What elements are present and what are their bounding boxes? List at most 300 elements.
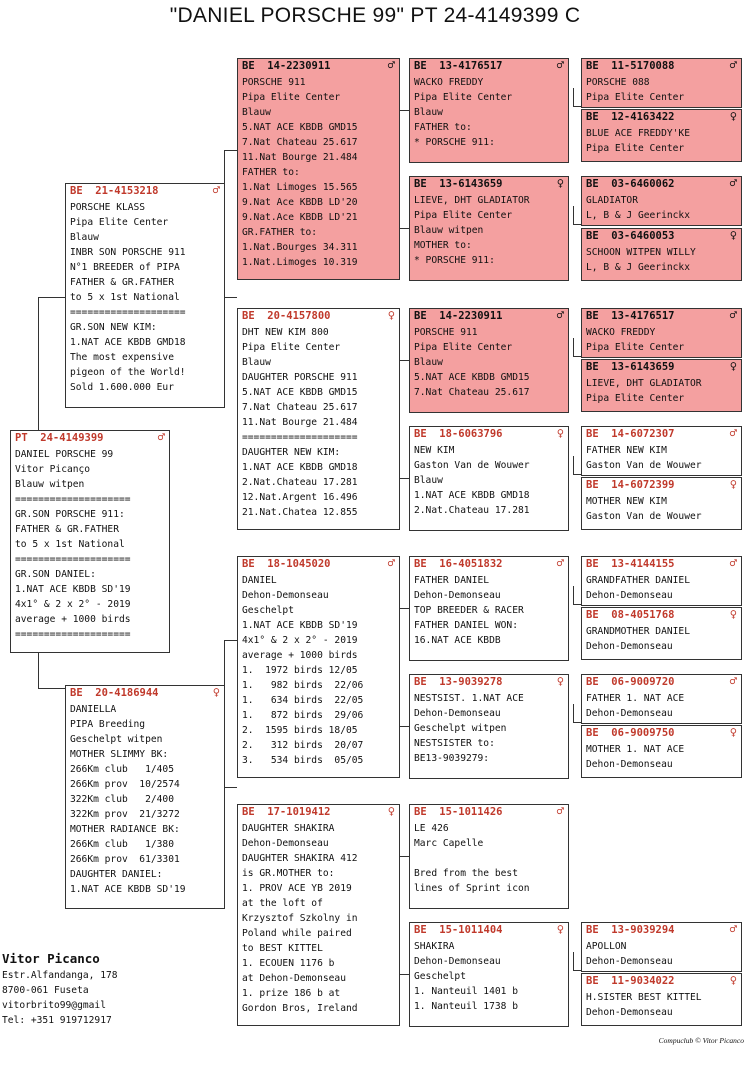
pigeon-info-line: WACKO FREDDY: [586, 327, 656, 338]
pigeon-card-body: [582, 493, 741, 524]
pigeon-card-body: [582, 74, 741, 105]
pigeon-info-line: 2.Nat.Chateau 17.281: [242, 477, 358, 488]
pigeon-card-subject: [10, 430, 170, 653]
pigeon-info-line: DHT NEW KIM 800: [242, 327, 329, 338]
pigeon-card-g4: [581, 228, 742, 281]
pigeon-info-line: Blauw: [70, 232, 99, 243]
pigeon-info-line: 2. 1595 birds 18/05: [242, 725, 358, 736]
connector-line: [224, 297, 237, 298]
pigeon-info-line: 266Km prov 10/2574: [70, 779, 180, 790]
pigeon-card-header: [410, 59, 568, 74]
pigeon-card-body: [410, 820, 568, 896]
pigeon-info-line: BE13-9039279:: [414, 753, 490, 764]
ring-number: BE 18-1045020: [242, 558, 331, 570]
pigeon-card-header: [238, 557, 399, 572]
female-symbol-icon: ♀: [556, 176, 564, 190]
pigeon-info-line: PORSCHE 911: [242, 77, 306, 88]
pigeon-info-line: Geschelpt: [414, 971, 466, 982]
pigeon-card-body: [11, 446, 169, 642]
ring-number: BE 18-6063796: [414, 428, 503, 440]
pigeon-card-body: [582, 125, 741, 156]
pigeon-card-body: [66, 701, 224, 897]
pigeon-card-g1: [581, 58, 742, 108]
pigeon-info-line: 1. 634 birds 22/05: [242, 695, 364, 706]
pigeon-info-line: Pipa Elite Center: [242, 342, 341, 353]
pigeon-info-line: 322Km club 2/400: [70, 794, 174, 805]
female-symbol-icon: ♀: [729, 973, 737, 987]
pigeon-info-line: FATHER NEW KIM: [586, 445, 667, 456]
pigeon-card-g5: [581, 308, 742, 358]
pigeon-info-line: GR.SON PORSCHE 911:: [15, 509, 125, 520]
male-symbol-icon: ♂: [556, 804, 564, 818]
pigeon-info-line: 3. 534 birds 05/05: [242, 755, 364, 766]
ring-number: BE 06-9009720: [586, 676, 675, 688]
pigeon-info-line: [414, 851, 568, 866]
pigeon-card-body: [238, 74, 399, 270]
pigeon-card-header: [582, 110, 741, 125]
pigeon-card-body: [582, 938, 741, 969]
ring-number: BE 03-6460062: [586, 178, 675, 190]
pigeon-info-line: FATHER DANIEL: [414, 575, 490, 586]
pigeon-card-header: [66, 686, 224, 701]
female-symbol-icon: ♀: [729, 359, 737, 373]
pigeon-card-body: [582, 690, 741, 721]
copyright-footer: Compuclub © Vitor Picanco: [658, 1036, 744, 1045]
pigeon-card-header: [582, 59, 741, 74]
pigeon-info-line: to 5 x 1st National: [70, 292, 180, 303]
pigeon-card-g7: [581, 426, 742, 476]
ring-number: BE 13-9039278: [414, 676, 503, 688]
pigeon-info-line: 12.Nat.Argent 16.496: [242, 492, 358, 503]
pigeon-info-line: MOTHER to:: [414, 240, 472, 251]
pigeon-card-header: [410, 923, 568, 938]
pigeon-card-header: [238, 805, 399, 820]
connector-line: [573, 722, 581, 723]
pigeon-info-line: Dehon-Demonseau: [586, 759, 673, 770]
pigeon-card-body: [238, 820, 399, 1016]
ring-number: BE 06-9009750: [586, 727, 675, 739]
pigeon-info-line: at the loft of: [242, 898, 323, 909]
pigeon-info-line: 2.Nat.Chateau 17.281: [414, 505, 530, 516]
pigeon-info-line: 7.Nat Chateau 25.617: [242, 137, 358, 148]
male-symbol-icon: ♂: [729, 308, 737, 322]
pigeon-card-body: [582, 375, 741, 406]
pigeon-card-sdd: [409, 426, 569, 531]
pigeon-info-line: Blauw: [242, 107, 271, 118]
male-symbol-icon: ♂: [387, 58, 395, 72]
pigeon-card-body: [410, 192, 568, 268]
pigeon-info-line: GRANDFATHER DANIEL: [586, 575, 690, 586]
male-symbol-icon: ♂: [729, 426, 737, 440]
pigeon-info-line: Geschelpt: [242, 605, 294, 616]
pigeon-info-line: The most expensive: [70, 352, 174, 363]
pigeon-card-body: [582, 572, 741, 603]
pigeon-info-line: 1.NAT ACE KBDB SD'19: [15, 584, 131, 595]
connector-line: [224, 150, 237, 151]
pigeon-info-line: 4x1° & 2 x 2° - 2019: [242, 635, 358, 646]
connector-line: [573, 952, 574, 970]
pigeon-info-line: Dehon-Demonseau: [414, 590, 501, 601]
pigeon-info-line: 1. PROV ACE YB 2019: [242, 883, 352, 894]
connector-line: [224, 787, 237, 788]
connector-line: [573, 704, 574, 722]
female-symbol-icon: ♀: [556, 426, 564, 440]
pigeon-info-line: Pipa Elite Center: [414, 342, 513, 353]
pigeon-info-line: PIPA Breeding: [70, 719, 146, 730]
female-symbol-icon: ♀: [387, 308, 395, 322]
male-symbol-icon: ♂: [157, 430, 165, 444]
pigeon-info-line: Dehon-Demonseau: [586, 956, 673, 967]
pigeon-card-dss: [409, 556, 569, 661]
pigeon-card-sire: [65, 183, 225, 408]
ring-number: BE 13-6143659: [414, 178, 503, 190]
connector-line: [573, 338, 574, 356]
pigeon-info-line: 266Km prov 61/3301: [70, 854, 180, 865]
male-symbol-icon: ♂: [729, 176, 737, 190]
pigeon-info-line: 1. Nanteuil 1401 b: [414, 986, 518, 997]
connector-line: [573, 604, 581, 605]
ring-number: BE 13-4176517: [586, 310, 675, 322]
pigeon-info-line: NEW KIM: [414, 445, 455, 456]
pigeon-info-line: NESTSISTER to:: [414, 738, 495, 749]
female-symbol-icon: ♀: [556, 674, 564, 688]
pigeon-info-line: ====================: [70, 307, 186, 318]
connector-line: [400, 974, 409, 975]
connector-line: [573, 88, 574, 106]
pigeon-card-header: [410, 309, 568, 324]
pigeon-card-g11: [581, 674, 742, 724]
pigeon-info-line: 1.NAT ACE KBDB SD'19: [70, 884, 186, 895]
pigeon-card-g6: [581, 359, 742, 412]
pigeon-info-line: 1. prize 186 b at: [242, 988, 341, 999]
pigeon-info-line: 11.Nat Bourge 21.484: [242, 152, 358, 163]
pigeon-info-line: Pipa Elite Center: [586, 393, 685, 404]
ring-number: BE 16-4051832: [414, 558, 503, 570]
pigeon-card-body: [66, 199, 224, 395]
ring-number: BE 13-9039294: [586, 924, 675, 936]
pigeon-info-line: Dehon-Demonseau: [414, 956, 501, 967]
pigeon-info-line: N°1 BREEDER of PIPA: [70, 262, 180, 273]
connector-line: [400, 228, 409, 229]
pigeon-info-line: DAUGHTER NEW KIM:: [242, 447, 341, 458]
male-symbol-icon: ♂: [556, 58, 564, 72]
pigeon-card-header: [582, 360, 741, 375]
pigeon-info-line: Dehon-Demonseau: [586, 590, 673, 601]
ring-number: BE 11-9034022: [586, 975, 675, 987]
pigeon-info-line: FATHER & GR.FATHER: [15, 524, 119, 535]
owner-address-line: Estr.Alfandanga, 178: [2, 970, 118, 981]
pigeon-card-header: [582, 229, 741, 244]
ring-number: BE 20-4157800: [242, 310, 331, 322]
pigeon-info-line: BLUE ACE FREDDY'KE: [586, 128, 690, 139]
pigeon-info-line: ====================: [15, 494, 131, 505]
pigeon-info-line: APOLLON: [586, 941, 627, 952]
female-symbol-icon: ♀: [729, 607, 737, 621]
pigeon-card-header: [582, 427, 741, 442]
pigeon-card-header: [238, 309, 399, 324]
pigeon-info-line: SCHOON WITPEN WILLY: [586, 247, 696, 258]
pigeon-info-line: L, B & J Geerinckx: [586, 210, 690, 221]
connector-line: [38, 688, 65, 689]
pigeon-card-sss: [409, 58, 569, 163]
pigeon-info-line: FATHER to:: [414, 122, 472, 133]
pigeon-card-body: [582, 741, 741, 772]
pigeon-card-body: [238, 324, 399, 520]
pigeon-info-line: MOTHER RADIANCE BK:: [70, 824, 180, 835]
pigeon-info-line: MOTHER SLIMMY BK:: [70, 749, 169, 760]
pigeon-info-line: to 5 x 1st National: [15, 539, 125, 550]
pigeon-info-line: Dehon-Demonseau: [586, 1007, 673, 1018]
pigeon-info-line: Marc Capelle: [414, 838, 484, 849]
connector-line: [573, 224, 581, 225]
ring-number: BE 13-6143659: [586, 361, 675, 373]
pigeon-info-line: Dehon-Demonseau: [586, 708, 673, 719]
connector-line: [573, 356, 581, 357]
pigeon-info-line: 266Km club 1/380: [70, 839, 174, 850]
pigeon-info-line: 1.Nat Limoges 15.565: [242, 182, 358, 193]
pigeon-info-line: DANIELLA: [70, 704, 117, 715]
pigeon-info-line: 1. 1972 birds 12/05: [242, 665, 358, 676]
pigeon-info-line: TOP BREEDER & RACER: [414, 605, 524, 616]
ring-number: BE 15-1011426: [414, 806, 503, 818]
pigeon-info-line: 9.Nat.Ace KBDB LD'21: [242, 212, 358, 223]
ring-number: BE 17-1019412: [242, 806, 331, 818]
pigeon-info-line: 1.NAT ACE KBDB SD'19: [242, 620, 358, 631]
connector-line: [573, 586, 574, 604]
pigeon-card-body: [582, 192, 741, 223]
pigeon-info-line: Dehon-Demonseau: [242, 590, 329, 601]
pigeon-info-line: Pipa Elite Center: [70, 217, 169, 228]
pigeon-card-body: [410, 690, 568, 766]
pigeon-info-line: 7.Nat Chateau 25.617: [414, 387, 530, 398]
pigeon-info-line: is GR.MOTHER to:: [242, 868, 335, 879]
pigeon-card-header: [410, 557, 568, 572]
pigeon-info-line: 5.NAT ACE KBDB GMD15: [414, 372, 530, 383]
pigeon-card-header: [410, 177, 568, 192]
pigeon-card-dds: [409, 804, 569, 909]
owner-phone: Tel: +351 919712917: [2, 1015, 112, 1026]
pigeon-info-line: pigeon of the World!: [70, 367, 186, 378]
pigeon-info-line: average + 1000 birds: [242, 650, 358, 661]
pigeon-info-line: 1. 982 birds 22/06: [242, 680, 364, 691]
pigeon-card-header: [582, 177, 741, 192]
pigeon-card-g8: [581, 477, 742, 530]
pigeon-info-line: 1. ECOUEN 1176 b: [242, 958, 335, 969]
pigeon-info-line: 9.Nat Ace KBDB LD'20: [242, 197, 358, 208]
ring-number: BE 21-4153218: [70, 185, 159, 197]
pigeon-info-line: Pipa Elite Center: [414, 92, 513, 103]
female-symbol-icon: ♀: [387, 804, 395, 818]
pigeon-card-header: [582, 608, 741, 623]
pigeon-card-header: [410, 427, 568, 442]
pigeon-info-line: 1.Nat.Bourges 34.311: [242, 242, 358, 253]
pigeon-card-body: [582, 324, 741, 355]
pigeon-info-line: LIEVE, DHT GLADIATOR: [414, 195, 530, 206]
pigeon-card-body: [238, 572, 399, 768]
male-symbol-icon: ♂: [729, 674, 737, 688]
ring-number: BE 14-2230911: [414, 310, 503, 322]
pigeon-info-line: Pipa Elite Center: [586, 143, 685, 154]
pigeon-info-line: Bred from the best: [414, 868, 518, 879]
male-symbol-icon: ♂: [387, 556, 395, 570]
pigeon-info-line: 1.NAT ACE KBDB GMD18: [70, 337, 186, 348]
pigeon-info-line: GLADIATOR: [586, 195, 638, 206]
connector-line: [400, 856, 409, 857]
connector-line: [400, 608, 409, 609]
male-symbol-icon: ♂: [729, 922, 737, 936]
pigeon-card-header: [582, 726, 741, 741]
pigeon-info-line: Pipa Elite Center: [242, 92, 341, 103]
pigeon-info-line: Gaston Van de Wouwer: [586, 511, 702, 522]
pigeon-info-line: 21.Nat.Chatea 12.855: [242, 507, 358, 518]
pigeon-card-g9: [581, 556, 742, 606]
pigeon-info-line: FATHER DANIEL WON:: [414, 620, 518, 631]
connector-line: [38, 653, 39, 688]
pigeon-info-line: GRANDMOTHER DANIEL: [586, 626, 690, 637]
pigeon-card-g12: [581, 725, 742, 778]
connector-line: [573, 206, 574, 224]
ring-number: BE 12-4163422: [586, 111, 675, 123]
pigeon-info-line: Vitor Picanço: [15, 464, 91, 475]
female-symbol-icon: ♀: [556, 922, 564, 936]
male-symbol-icon: ♂: [556, 308, 564, 322]
pigeon-card-body: [410, 938, 568, 1014]
pigeon-info-line: ====================: [242, 432, 358, 443]
ring-number: BE 14-2230911: [242, 60, 331, 72]
pigeon-info-line: * PORSCHE 911:: [414, 255, 495, 266]
pigeon-info-line: 2. 312 birds 20/07: [242, 740, 364, 751]
ring-number: BE 03-6460053: [586, 230, 675, 242]
pigeon-card-header: [582, 557, 741, 572]
pigeon-info-line: 322Km prov 21/3272: [70, 809, 180, 820]
pigeon-info-line: Blauw: [242, 357, 271, 368]
pigeon-card-sds: [409, 308, 569, 413]
pigeon-card-header: [582, 974, 741, 989]
pigeon-card-body: [410, 324, 568, 400]
male-symbol-icon: ♂: [729, 58, 737, 72]
page-title: "DANIEL PORSCHE 99" PT 24-4149399 C: [169, 4, 581, 27]
pigeon-info-line: average + 1000 birds: [15, 614, 131, 625]
pigeon-card-dam: [65, 685, 225, 909]
pigeon-card-g10: [581, 607, 742, 660]
pigeon-info-line: 16.NAT ACE KBDB: [414, 635, 501, 646]
pigeon-info-line: Dehon-Demonseau: [242, 838, 329, 849]
pigeon-card-header: [582, 923, 741, 938]
female-symbol-icon: ♀: [729, 477, 737, 491]
pigeon-info-line: DAUGHTER PORSCHE 911: [242, 372, 358, 383]
connector-line: [573, 474, 581, 475]
pigeon-info-line: MOTHER NEW KIM: [586, 496, 667, 507]
owner-block: [2, 950, 118, 1028]
connector-line: [38, 297, 65, 298]
pigeon-info-line: Blauw: [414, 357, 443, 368]
pigeon-card-header: [66, 184, 224, 199]
pigeon-info-line: PORSCHE 911: [414, 327, 478, 338]
pigeon-card-body: [410, 442, 568, 518]
pigeon-info-line: DANIEL: [242, 575, 277, 586]
pigeon-info-line: FATHER to:: [242, 167, 300, 178]
pigeon-card-dd: [237, 804, 400, 1026]
pigeon-info-line: Geschelpt witpen: [414, 723, 507, 734]
pigeon-info-line: ====================: [15, 629, 131, 640]
pigeon-card-header: [582, 478, 741, 493]
pigeon-info-line: 1. 872 birds 29/06: [242, 710, 364, 721]
pigeon-info-line: L, B & J Geerinckx: [586, 262, 690, 273]
connector-line: [400, 360, 409, 361]
ring-number: BE 15-1011404: [414, 924, 503, 936]
connector-line: [400, 726, 409, 727]
owner-name: Vitor Picanco: [2, 951, 100, 966]
pigeon-info-line: 1. Nanteuil 1738 b: [414, 1001, 518, 1012]
ring-number: BE 20-4186944: [70, 687, 159, 699]
pigeon-card-body: [410, 572, 568, 648]
pigeon-info-line: lines of Sprint icon: [414, 883, 530, 894]
pigeon-info-line: FATHER & GR.FATHER: [70, 277, 174, 288]
pigeon-info-line: Pipa Elite Center: [586, 92, 685, 103]
owner-email: vitorbrito99@gmail: [2, 1000, 106, 1011]
connector-line: [573, 970, 581, 971]
pigeon-info-line: GR.SON DANIEL:: [15, 569, 96, 580]
pigeon-info-line: Krzysztof Szkolny in: [242, 913, 358, 924]
ring-number: PT 24-4149399: [15, 432, 104, 444]
pigeon-info-line: DAUGHTER DANIEL:: [70, 869, 163, 880]
pigeon-card-body: [410, 74, 568, 150]
pigeon-info-line: Dehon-Demonseau: [586, 641, 673, 652]
female-symbol-icon: ♀: [212, 685, 220, 699]
pigeon-card-body: [582, 989, 741, 1020]
pigeon-info-line: * PORSCHE 911:: [414, 137, 495, 148]
pigeon-info-line: 4x1° & 2 x 2° - 2019: [15, 599, 131, 610]
pigeon-info-line: DAUGHTER SHAKIRA: [242, 823, 335, 834]
pigeon-info-line: INBR SON PORSCHE 911: [70, 247, 186, 258]
pigeon-info-line: Blauw: [414, 107, 443, 118]
pigeon-info-line: WACKO FREDDY: [414, 77, 484, 88]
pigeon-card-g3: [581, 176, 742, 226]
pigeon-info-line: DANIEL PORSCHE 99: [15, 449, 114, 460]
pigeon-card-header: [11, 431, 169, 446]
pigeon-card-body: [582, 244, 741, 275]
pigeon-card-ddd: [409, 922, 569, 1027]
pigeon-info-line: Pipa Elite Center: [414, 210, 513, 221]
pigeon-info-line: 1.Nat.Limoges 10.319: [242, 257, 358, 268]
pigeon-info-line: Gaston Van de Wouwer: [414, 460, 530, 471]
pigeon-card-dsd: [409, 674, 569, 779]
connector-line: [224, 640, 237, 641]
pigeon-card-ss: [237, 58, 400, 280]
pigeon-info-line: Gordon Bros, Ireland: [242, 1003, 358, 1014]
pigeon-info-line: 266Km club 1/405: [70, 764, 174, 775]
pigeon-info-line: GR.SON NEW KIM:: [70, 322, 157, 333]
pigeon-info-line: at Dehon-Demonseau: [242, 973, 346, 984]
pigeon-card-ssd: [409, 176, 569, 281]
pigeon-info-line: 7.Nat Chateau 25.617: [242, 402, 358, 413]
ring-number: BE 13-4144155: [586, 558, 675, 570]
pigeon-info-line: FATHER 1. NAT ACE: [586, 693, 685, 704]
pigeon-info-line: Blauw: [414, 475, 443, 486]
pigeon-info-line: 1.NAT ACE KBDB GMD18: [242, 462, 358, 473]
pigeon-card-body: [582, 442, 741, 473]
pigeon-info-line: 5.NAT ACE KBDB GMD15: [242, 122, 358, 133]
pigeon-card-header: [410, 675, 568, 690]
pigeon-card-sd: [237, 308, 400, 530]
pigeon-info-line: Blauw witpen: [414, 225, 484, 236]
pigeon-info-line: Poland while paired: [242, 928, 352, 939]
pigeon-info-line: Gaston Van de Wouwer: [586, 460, 702, 471]
pigeon-info-line: PORSCHE KLASS: [70, 202, 146, 213]
pigeon-card-header: [582, 675, 741, 690]
pigeon-info-line: Geschelpt witpen: [70, 734, 163, 745]
pigeon-card-body: [582, 623, 741, 654]
